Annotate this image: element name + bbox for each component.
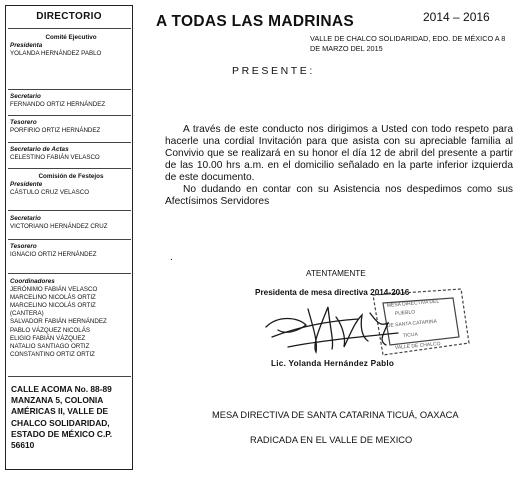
coordinator-name: MARCELINO NICOLÁS ORTIZ xyxy=(10,294,96,302)
secretary-block xyxy=(10,93,132,109)
stray-mark: . xyxy=(170,252,173,263)
treasurer-role: Tesorero xyxy=(10,119,37,126)
closing: ATENTAMENTE xyxy=(306,269,366,278)
coordinators-role: Coordinadores xyxy=(10,278,55,285)
divider xyxy=(8,168,131,169)
minutes-secretary-name: CELESTINO FABIÁN VELASCO xyxy=(10,154,100,162)
coordinators-block xyxy=(10,278,132,359)
place-date: VALLE DE CHALCO SOLIDARIDAD, EDO. DE MÉXICO A 8 DE MARZO DEL 2015 xyxy=(310,34,506,53)
coordinator-name: (CANTERA) xyxy=(10,310,44,318)
svg-text:TICUA: TICUA xyxy=(402,331,419,339)
executive-committee xyxy=(10,34,132,58)
divider xyxy=(8,273,131,274)
coordinator-name: CONSTANTINO ORTIZ ORTIZ xyxy=(10,350,95,358)
minutes-secretary-block xyxy=(10,146,132,162)
president-role: Presidenta xyxy=(10,42,43,50)
footer-line-2: RADICADA EN EL VALLE DE MEXICO xyxy=(250,435,413,445)
document-title: A TODAS LAS MADRINAS xyxy=(156,13,355,30)
letter-body xyxy=(165,124,513,208)
divider xyxy=(8,115,131,116)
coordinator-name: PABLO VÁZQUEZ NICOLÁS xyxy=(10,326,90,334)
svg-text:VALLE DE CHALCO: VALLE DE CHALCO xyxy=(394,341,441,351)
president-name: YOLANDA HERNÁNDEZ PABLO xyxy=(10,50,102,58)
divider xyxy=(8,210,131,211)
festivities-heading: Comisión de Festejos xyxy=(38,173,104,180)
body-paragraph: No dudando en contar con su Asistencia nos despedimos como sus Afectísimos Servidores xyxy=(165,184,513,207)
coordinator-name: MARCELINO NICOLÁS ORTIZ xyxy=(10,302,96,310)
directory-sidebar xyxy=(5,5,133,470)
body-paragraph: A través de este conducto nos dirigimos a Usted con todo respeto para hacerle una cordial Invitación para que asista con su apreciable familia al Convivio que se realizará en su honor el día 12 de abril del presente a partir de las 10.00 hrs a.m. en el domicilio señalado en la parte inferior izquierda de este documento. xyxy=(165,124,513,183)
svg-text:PUEBLO: PUEBLO xyxy=(394,309,416,317)
closing-role: Presidenta de mesa directiva 2014-2016 xyxy=(255,288,410,297)
svg-text:DE SANTA CATARINA: DE SANTA CATARINA xyxy=(386,318,438,329)
festivities-secretary-block xyxy=(10,215,132,231)
festivities-president-role: Presidente xyxy=(10,181,43,189)
coordinator-name: JERÓNIMO FABIÁN VELASCO xyxy=(10,286,98,294)
address: CALLE ACOMA No. 88-89 MANZANA 5, COLONIA AMÉRICAS II, VALLE DE CHALCO SOLIDARIDAD, ESTADO DE MÉXICO C.P. 56610 xyxy=(11,384,113,451)
coordinator-name: ELIGIO FABIÁN VÁZQUEZ xyxy=(10,334,86,342)
festivities-treasurer-name: IGNACIO ORTIZ HERNÁNDEZ xyxy=(10,251,97,259)
treasurer-block xyxy=(10,119,132,135)
divider xyxy=(8,239,131,240)
svg-text:MESA DIRECTIVA DEL: MESA DIRECTIVA DEL xyxy=(386,298,440,309)
divider xyxy=(8,89,131,90)
festivities-secretary-role: Secretario xyxy=(10,215,41,222)
festivities-treasurer-role: Tesorero xyxy=(10,243,37,250)
festivities-committee xyxy=(10,173,132,197)
signer-name: Lic. Yolanda Hernández Pablo xyxy=(271,359,395,368)
term-years: 2014 – 2016 xyxy=(423,10,490,24)
salutation: PRESENTE: xyxy=(232,65,315,77)
directory-heading: DIRECTORIO xyxy=(36,11,102,22)
divider xyxy=(8,28,131,29)
festivities-secretary-name: VICTORIANO HERNÁNDEZ CRUZ xyxy=(10,223,108,231)
treasurer-name: PORFIRIO ORTIZ HERNÁNDEZ xyxy=(10,127,101,135)
footer-line-1: MESA DIRECTIVA DE SANTA CATARINA TICUÁ, OAXACA xyxy=(212,410,459,420)
festivities-president-name: CÁSTULO CRUZ VELASCO xyxy=(10,189,90,197)
minutes-secretary-role: Secretario de Actas xyxy=(10,146,69,153)
festivities-treasurer-block xyxy=(10,243,132,259)
secretary-role: Secretario xyxy=(10,93,41,100)
secretary-name: FERNANDO ORTIZ HERNÁNDEZ xyxy=(10,101,106,109)
coordinator-name: SALVADOR FABIÁN HERNÁNDEZ xyxy=(10,318,107,326)
coordinator-name: NATALIO SANTIAGO ORTIZ xyxy=(10,342,90,350)
divider xyxy=(8,142,131,143)
signature xyxy=(258,297,408,359)
committee-heading: Comité Ejecutivo xyxy=(45,34,97,41)
divider xyxy=(8,376,131,377)
